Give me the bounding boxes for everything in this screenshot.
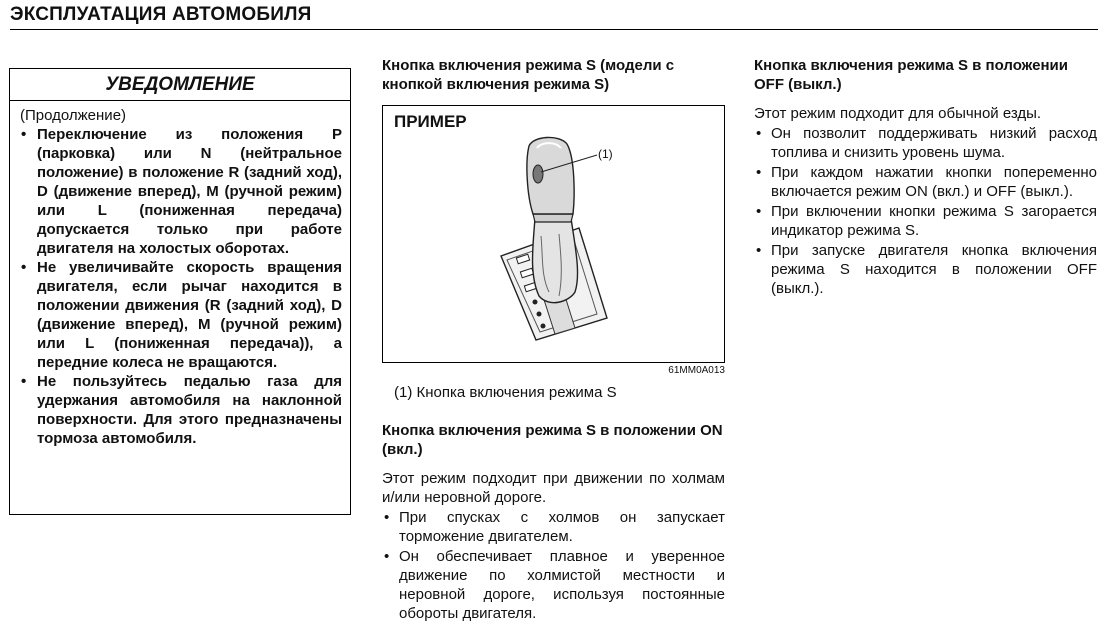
figure-caption: (1) Кнопка включения режима S [394, 384, 617, 401]
middle-column [382, 56, 725, 623]
section-title-s-mode-on: Кнопка включения режима S в положении ON (вкл.) [382, 422, 723, 458]
shift-indicator-dot [533, 300, 538, 305]
section-off-list [754, 124, 1097, 298]
list-item: • Он обеспечивает плавное и уверенное движение по холмистой местности и неровной дороге, используя постоянные обороты двигателя. [382, 547, 725, 623]
figure-example-label: ПРИМЕР [394, 112, 467, 131]
notice-item: • Не увеличивайте скорость вращения двигателя, если рычаг находится в положении движения (R (задний ход), D (движение вперед), M (ручной режим) или L (пониженная передача)), а передние колеса не вращаются. [20, 258, 342, 372]
s-mode-button [533, 165, 543, 183]
list-item: • Он позволит поддерживать низкий расход топлива и снизить уровень шума. [754, 124, 1097, 162]
shifter-boot [533, 218, 578, 303]
list-item: • При каждом нажатии кнопки попеременно включается режим ON (вкл.) и OFF (выкл.). [754, 163, 1097, 201]
list-item: • При спусках с холмов он запускает торможение двигателем. [382, 508, 725, 546]
shifter-collar [533, 214, 573, 222]
list-item: • При запуске двигателя кнопка включения режима S находится в положении OFF (выкл.). [754, 241, 1097, 298]
callout-number: (1) [598, 147, 613, 161]
notice-body [10, 101, 350, 448]
section-title-s-mode-button: Кнопка включения режима S (модели с кнопкой включения режима S) [382, 57, 675, 93]
notice-item: • Не пользуйтесь педалью газа для удержания автомобиля на наклонной поверхности. Для этого предназначены тормоза автомобиля. [20, 372, 342, 448]
section-title-s-mode-off: Кнопка включения режима S в положении OFF (выкл.) [754, 57, 1068, 93]
notice-continued: (Продолжение) [20, 107, 127, 124]
notice-title: УВЕДОМЛЕНИЕ [10, 69, 350, 101]
page-title: ЭКСПЛУАТАЦИЯ АВТОМОБИЛЯ [10, 4, 312, 25]
page-header [10, 4, 1098, 30]
right-column [754, 56, 1097, 298]
notice-box [9, 68, 351, 515]
figure-gear-shifter [382, 105, 725, 363]
figure-code: 61MM0A013 [668, 365, 725, 376]
notice-item: • Переключение из положения P (парковка) или N (нейтральное положение) в положение R (задний ход), D (движение вперед), M (ручной режим) или L (пониженная передача) допускается только при работе двигателя на холостых оборотах. [20, 125, 342, 258]
shift-indicator-dot [537, 312, 542, 317]
section-on-text: Этот режим подходит при движении по холмам и/или неровной дороге. [382, 470, 725, 506]
section-on-list [382, 508, 725, 623]
list-item: • При включении кнопки режима S загорается индикатор режима S. [754, 202, 1097, 240]
section-off-text: Этот режим подходит для обычной езды. [754, 105, 1042, 122]
notice-list [20, 125, 342, 448]
gear-shifter-illustration [383, 106, 723, 361]
shift-indicator-dot [541, 324, 546, 329]
